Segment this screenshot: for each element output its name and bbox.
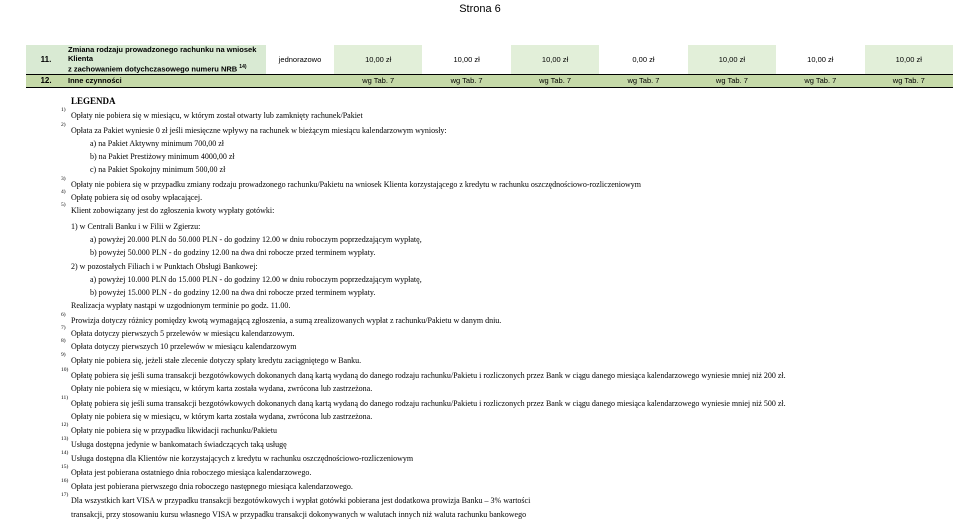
legend-line: b) powyżej 15.000 PLN - do godziny 12.00 na dwa dni robocze przed terminem wypłaty. bbox=[90, 288, 376, 297]
legend-line: Usługa dostępna dla Klientów nie korzystających z kredytu w rachunku oszczędnościowo-rozliczeniowym bbox=[71, 454, 414, 463]
legend-line: a) powyżej 20.000 PLN do 50.000 PLN - do godziny 12.00 w dniu roboczym poprzedzającym wypłatę, bbox=[90, 235, 422, 244]
legend-line: Opłatę pobiera się od osoby wpłacającej. bbox=[71, 193, 203, 202]
table-cell: wg Tab. 7 bbox=[776, 74, 864, 87]
footnote-number: 11) bbox=[61, 395, 69, 401]
footnote-number: 17) bbox=[61, 492, 69, 498]
legend-line: b) powyżej 50.000 PLN - do godziny 12.00 na dwa dni robocze przed terminem wypłaty. bbox=[90, 248, 376, 257]
legend-line: Opłata jest pobierana ostatniego dnia roboczego miesiąca kalendarzowego. bbox=[71, 468, 312, 477]
legend-line: b) na Pakiet Prestiżowy minimum 4000,00 zł bbox=[90, 152, 235, 161]
table-cell: 10,00 zł bbox=[334, 45, 422, 74]
footnote-number: 14) bbox=[61, 450, 69, 456]
legend-line: Opłata dotyczy pierwszych 5 przelewów w miesiącu kalendarzowym. bbox=[71, 329, 295, 338]
table-cell: 10,00 zł bbox=[688, 45, 776, 74]
table-cell: wg Tab. 7 bbox=[334, 74, 422, 87]
table-cell: 10,00 zł bbox=[511, 45, 599, 74]
table-cell: 10,00 zł bbox=[776, 45, 864, 74]
row-name bbox=[66, 45, 266, 74]
legend-line: Opłata za Pakiet wyniesie 0 zł jeśli miesięczne wpływy na rachunek w bieżącym miesiącu kalendarzowym wyniosły: bbox=[71, 126, 447, 135]
legend-line: Realizacja wypłaty nastąpi w uzgodnionym terminie po godz. 11.00. bbox=[71, 301, 291, 310]
legend-line: Opłaty nie pobiera się w przypadku zmiany rodzaju prowadzonego rachunku/Pakietu na wniosek Klienta korzystającego z kredytu w rachunku oszczędnościowo-rozliczeniowym bbox=[71, 180, 642, 189]
table-row bbox=[26, 74, 953, 87]
footnote-number: 16) bbox=[61, 478, 69, 484]
legend-line: Opłaty nie pobiera się w miesiącu, w którym karta została wydana, zwrócona lub zastrzeżona. bbox=[71, 384, 373, 393]
legend-title: LEGENDA bbox=[71, 96, 116, 106]
legend-line: Opłata jest pobierana pierwszego dnia roboczego następnego miesiąca kalendarzowego. bbox=[71, 482, 353, 491]
legend-line: a) na Pakiet Aktywny minimum 700,00 zł bbox=[90, 139, 224, 148]
table-cell: wg Tab. 7 bbox=[422, 74, 510, 87]
table-cell: wg Tab. 7 bbox=[865, 74, 953, 87]
legend-line: a) powyżej 10.000 PLN do 15.000 PLN - do godziny 12.00 w dniu roboczym poprzedzającym wypłatę, bbox=[90, 275, 422, 284]
legend-line: Klient zobowiązany jest do zgłoszenia kwoty wypłaty gotówki: bbox=[71, 206, 275, 215]
footnote-number: 6) bbox=[61, 312, 66, 318]
row-frequency bbox=[266, 74, 334, 87]
footnote-number: 8) bbox=[61, 338, 66, 344]
footnote-number: 5) bbox=[61, 202, 66, 208]
table-cell: 10,00 zł bbox=[865, 45, 953, 74]
row-number: 11. bbox=[26, 45, 66, 74]
footnote-number: 12) bbox=[61, 422, 69, 428]
legend-line: 1) w Centrali Banku i w Filii w Zgierzu: bbox=[71, 222, 201, 231]
table-cell: 10,00 zł bbox=[422, 45, 510, 74]
table-cell: wg Tab. 7 bbox=[599, 74, 687, 87]
row-name: Inne czynności bbox=[66, 74, 266, 87]
legend-line: Opłaty nie pobiera się, jeżeli stałe zlecenie dotyczy spłaty kredytu zaciągniętego w Banku. bbox=[71, 356, 362, 365]
legend-line: Opłatę pobiera się jeśli suma transakcji bezgotówkowych dokonanych daną kartą wydaną do danego rodzaju rachunku/Pakietu i rozliczonych przez Bank w ciągu danego miesiąca kalendarzowego wyniesie mniej niż 200 zł. bbox=[71, 371, 786, 380]
table-cell: wg Tab. 7 bbox=[688, 74, 776, 87]
footnote-number: 4) bbox=[61, 189, 66, 195]
row-name-line1: Zmiana rodzaju prowadzonego rachunku na wniosek Klienta bbox=[68, 45, 257, 63]
legend-line: Usługa dostępna jedynie w bankomatach świadczących taką usługę bbox=[71, 440, 287, 449]
legend-line: Opłaty nie pobiera się w miesiącu, w którym karta została wydana, zwrócona lub zastrzeżona. bbox=[71, 412, 373, 421]
row-number: 12. bbox=[26, 74, 66, 87]
legend-line: Opłaty nie pobiera się w miesiącu, w którym został otwarty lub zamknięty rachunek/Pakiet bbox=[71, 111, 363, 120]
legend-line: transakcji, przy stosowaniu kursu własnego VISA w przypadku transakcji dokonywanych w walutach innych niż waluta rachunku bankowego bbox=[71, 510, 527, 519]
footnote-number: 9) bbox=[61, 352, 66, 358]
legend-line: Opłata dotyczy pierwszych 10 przelewów w miesiącu kalendarzowym bbox=[71, 342, 297, 351]
footnote-number: 7) bbox=[61, 325, 66, 331]
legend-line: Dla wszystkich kart VISA w przypadku transakcji bezgotówkowych i wypłat gotówki pobierana jest dodatkowa prowizja Banku – 3% wartości bbox=[71, 496, 531, 505]
footnote-number: 2) bbox=[61, 122, 66, 128]
row-frequency: jednorazowo bbox=[266, 45, 334, 74]
legend-line: 2) w pozostałych Filiach i w Punktach Obsługi Bankowej: bbox=[71, 262, 258, 271]
footnote-number: 13) bbox=[61, 436, 69, 442]
fees-table bbox=[26, 45, 953, 88]
table-cell: wg Tab. 7 bbox=[511, 74, 599, 87]
footnote-number: 10) bbox=[61, 367, 69, 373]
legend-line: Opłatę pobiera się jeśli suma transakcji bezgotówkowych dokonanych daną kartą wydaną do danego rodzaju rachunku/Pakietu i rozliczonych przez Bank w ciągu danego miesiąca kalendarzowego wyniesie mniej niż 500 zł. bbox=[71, 399, 786, 408]
table-cell: 0,00 zł bbox=[599, 45, 687, 74]
footnote-ref: 14) bbox=[239, 64, 247, 70]
row-name-line2: z zachowaniem dotychczasowego numeru NRB bbox=[68, 64, 238, 74]
footnote-number: 3) bbox=[61, 176, 66, 182]
footnote-number: 1) bbox=[61, 107, 66, 113]
legend-line: Prowizja dotyczy różnicy pomiędzy kwotą wymagającą zgłoszenia, a sumą zrealizowanych wypłat z rachunku/Pakietu w danym dniu. bbox=[71, 316, 502, 325]
legend-line: c) na Pakiet Spokojny minimum 500,00 zł bbox=[90, 165, 226, 174]
footnote-number: 15) bbox=[61, 464, 69, 470]
page-number: Strona 6 bbox=[459, 3, 501, 15]
table-row bbox=[26, 45, 953, 74]
legend-line: Opłaty nie pobiera się w przypadku likwidacji rachunku/Pakietu bbox=[71, 426, 277, 435]
